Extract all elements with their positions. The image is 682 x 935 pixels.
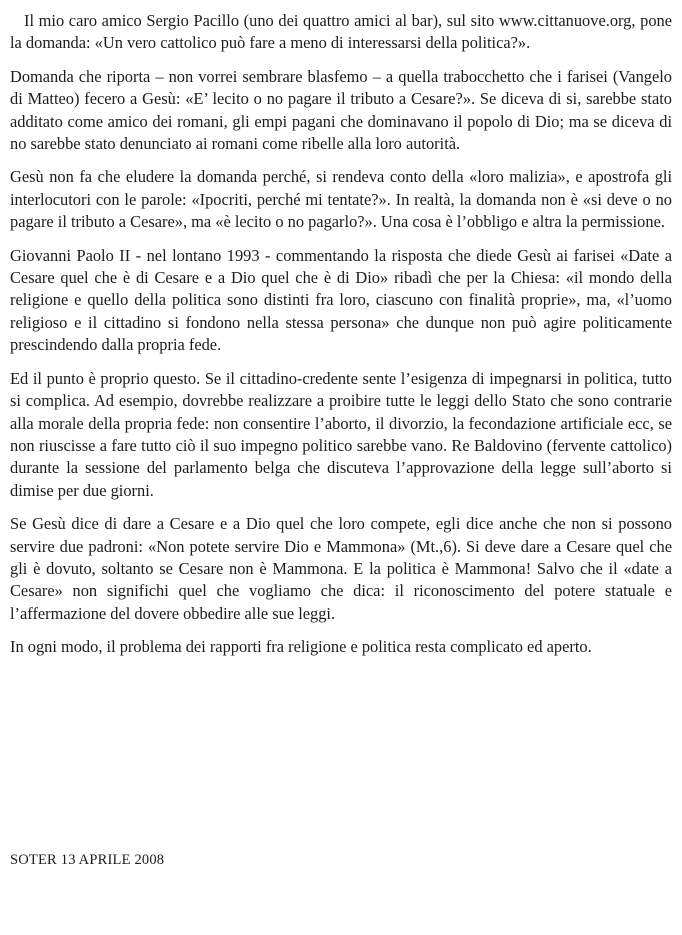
paragraph-7: In ogni modo, il problema dei rapporti fra religione e politica resta complicato ed aperto. bbox=[10, 637, 592, 657]
paragraph-3: Gesù non fa che eludere la domanda perché, si rendeva conto della «loro malizia», e apostrofa gli interlocutori con le parole: «Ipocriti, perché mi tentate?». In realtà, la domanda non è «si deve o no pagare il tributo a Cesare», ma «è lecito o no pagarlo?». Una cosa è l’obbligo e altra la permissione. bbox=[10, 167, 672, 232]
paragraph-4: Giovanni Paolo II - nel lontano 1993 - commentando la risposta che diede Gesù ai farisei «Date a Cesare quel che è di Cesare e a Dio quel che è di Dio» ribadì che per la Chiesa: «il mondo della religione e quello della politica sono distinti fra loro, ciascuno con finalità proprie», ma, «l’uomo religioso e il cittadino si fondono nella stessa persona» che dunque non può agire politicamente prescindendo dalla propria fede. bbox=[10, 245, 672, 355]
paragraph-2: Domanda che riporta – non vorrei sembrare blasfemo – a quella trabocchetto che i farisei (Vangelo di Matteo) fecero a Gesù: «E’ lecito o no pagare il tributo a Cesare?». Se diceva di si, sarebbe stato additato come amico dei romani, gli empi pagani che dominavano il popolo di Dio; ma se diceva di no sarebbe stato denunciato ai romani come ribelle alla loro autorità. bbox=[10, 66, 672, 154]
paragraph-5: Ed il punto è proprio questo. Se il cittadino-credente sente l’esigenza di impegnarsi in politica, tutto si complica. Ad esempio, dovrebbe realizzare a proibire tutte le leggi dello Stato che sono contrarie alla morale della propria fede: non consentire l’aborto, il divorzio, la fecondazione artificiale ecc, se non riuscisse a fare tutto ciò il suo impegno politico sarebbe vano. Re Baldovino (fervente cattolico) durante la sessione del parlamento belga che discuteva l’approvazione della legge sull’aborto si dimise per due giorni. bbox=[10, 368, 672, 500]
document-body bbox=[10, 10, 672, 670]
paragraph-1: Il mio caro amico Sergio Pacillo (uno dei quattro amici al bar), sul sito www.cittanuove.org, pone la domanda: «Un vero cattolico può fare a meno di interessarsi della politica?». bbox=[10, 11, 672, 53]
signature: SOTER 13 APRILE 2008 bbox=[10, 852, 165, 868]
paragraph-6: Se Gesù dice di dare a Cesare e a Dio quel che loro compete, egli dice anche che non si possono servire due padroni: «Non potete servire Dio e Mammona» (Mt.,6). Si deve dare a Cesare quel che gli è dovuto, soltanto se Cesare non è Mammona. E la politica è Mammona! Salvo che il «date a Cesare» non significhi quel che vogliamo che dica: il riconoscimento del potere statuale e l’affermazione del dovere obbedire alle sue leggi. bbox=[10, 514, 672, 623]
